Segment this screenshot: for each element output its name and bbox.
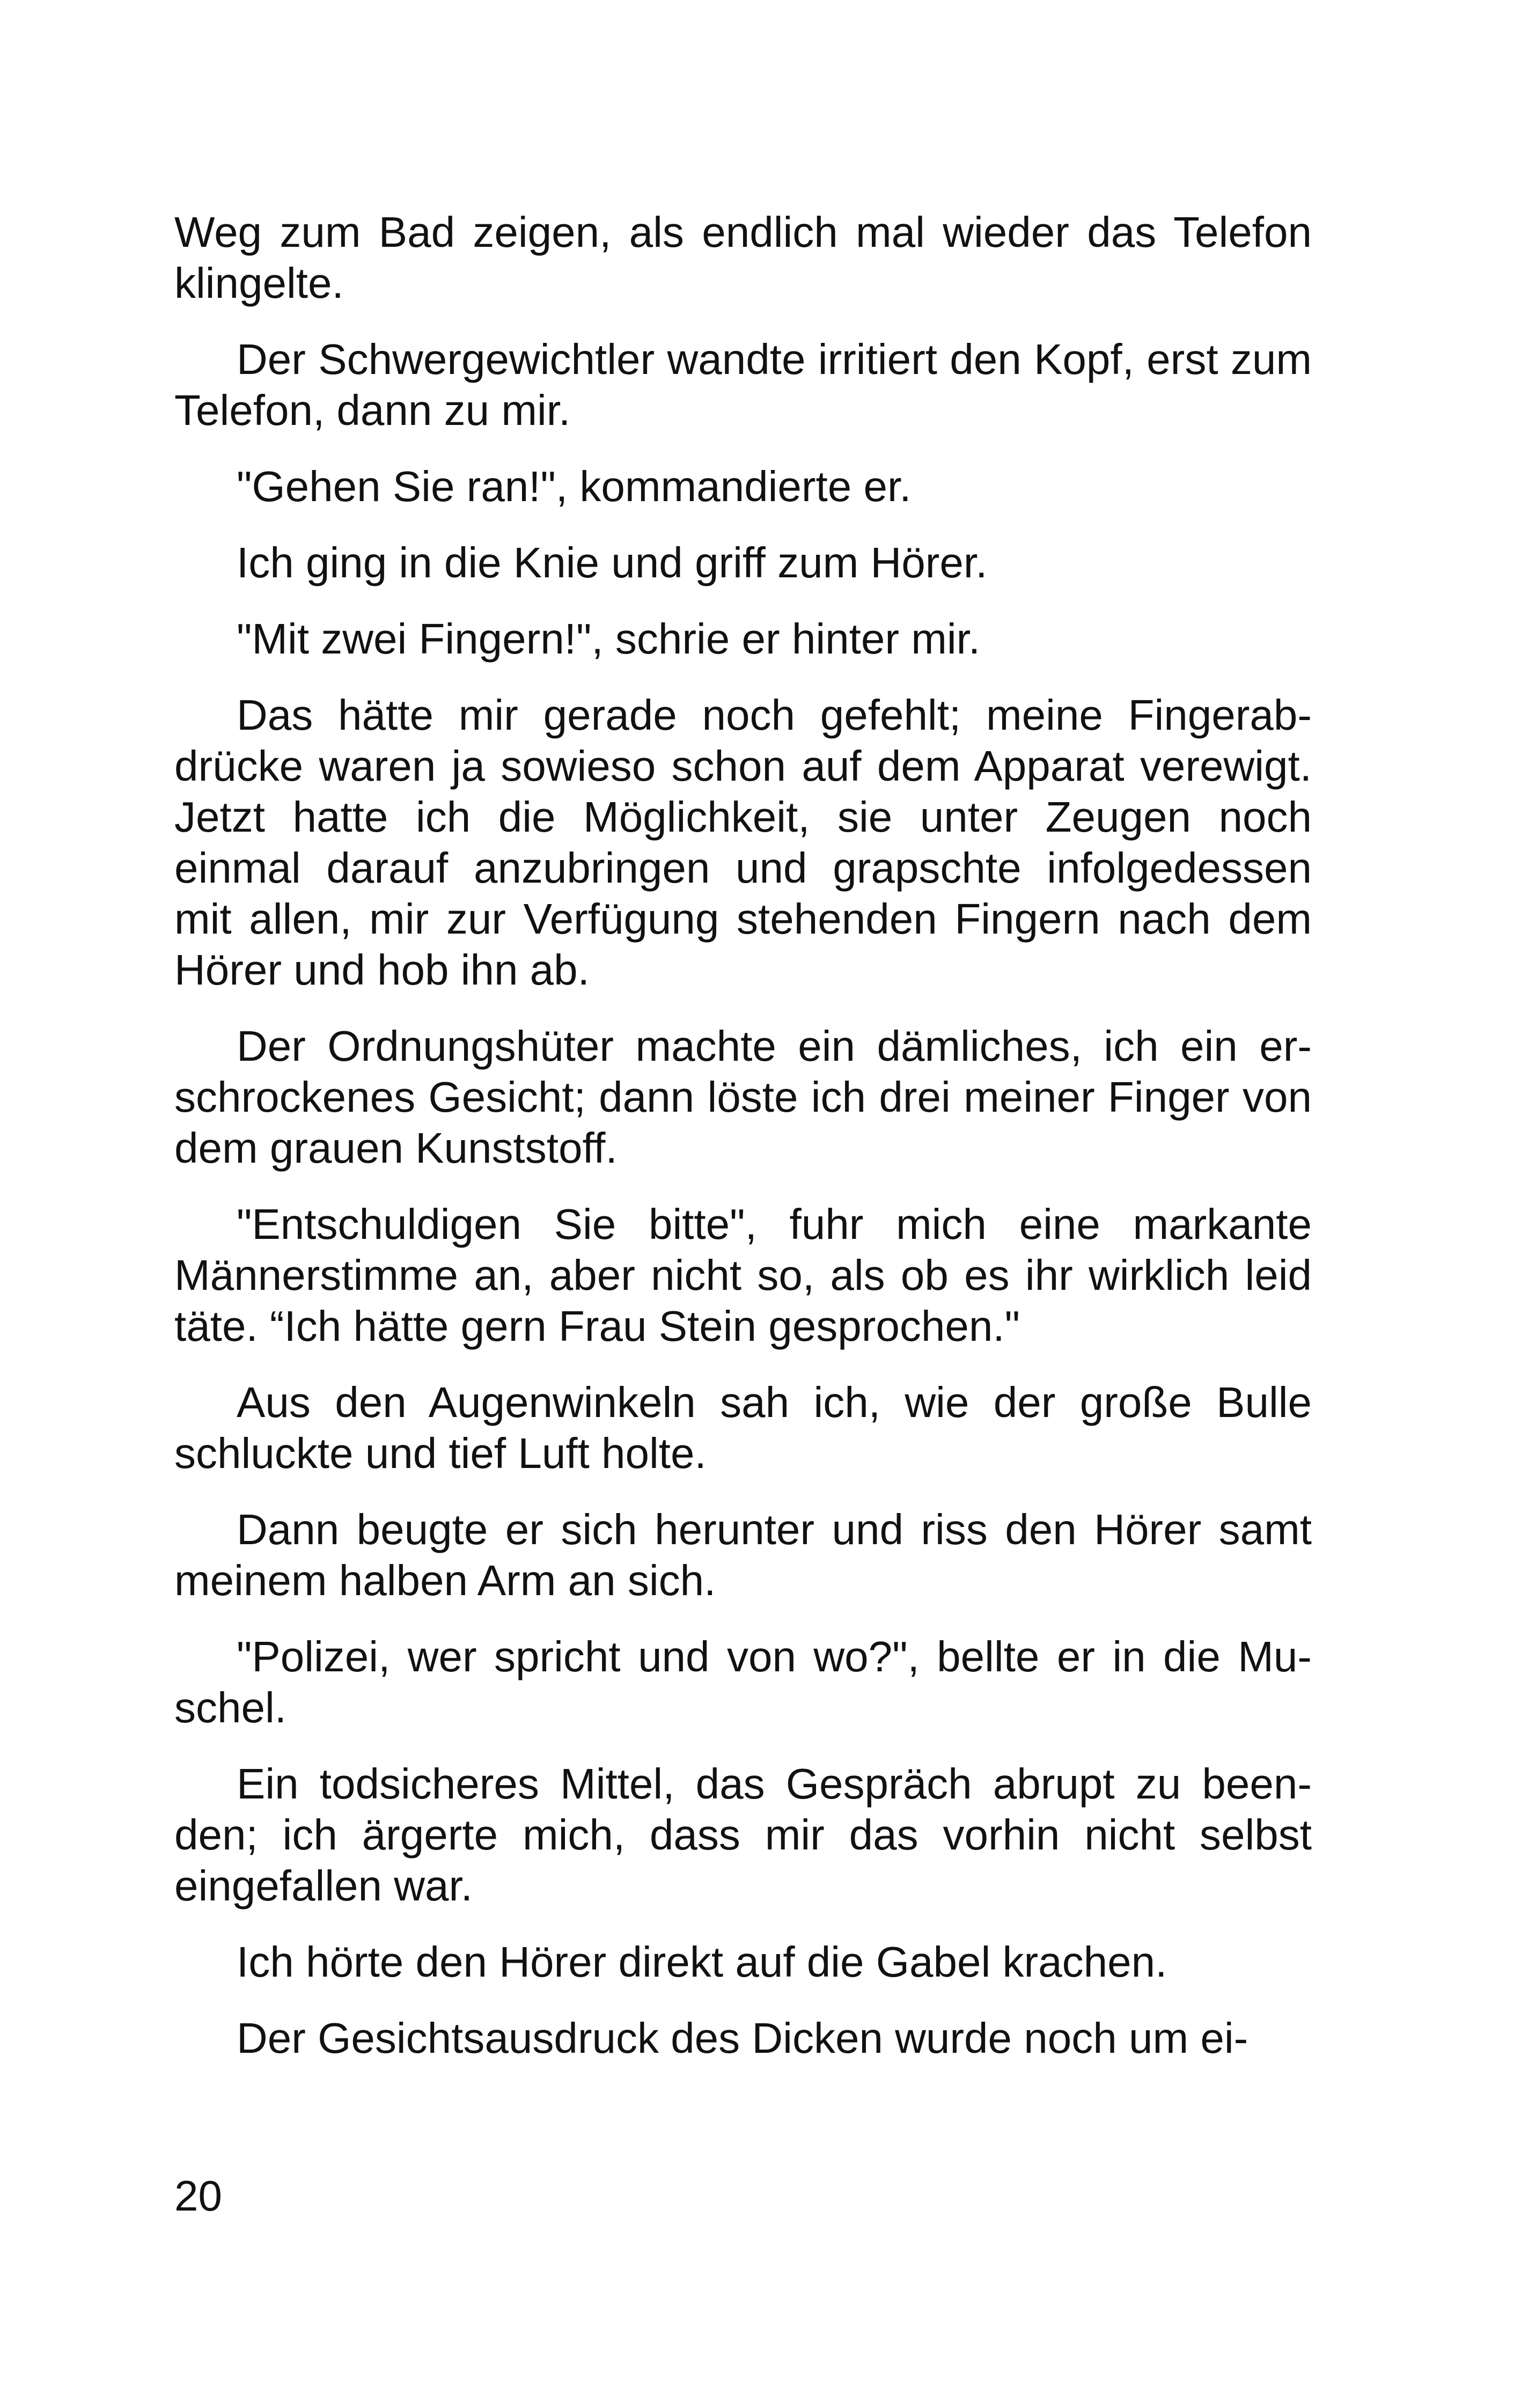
paragraph: Ein todsicheres Mittel, das Gespräch abrupt zu beenden; ich ärgerte mich, dass mir das vorhin nicht selbst eingefallen war. bbox=[174, 1760, 1312, 1910]
paragraph: "Entschuldigen Sie bitte", fuhr mich eine markante Männerstimme an, aber nicht so, als ob es ihr wirklich leid täte. “Ich hätte gern Frau Stein gesprochen." bbox=[174, 1200, 1312, 1350]
paragraph: Der Schwergewichtler wandte irritiert den Kopf, erst zum Telefon, dann zu mir. bbox=[174, 335, 1312, 434]
paragraph: "Mit zwei Fingern!", schrie er hinter mir. bbox=[237, 615, 981, 663]
paragraph: "Polizei, wer spricht und von wo?", bellte er in die Muschel. bbox=[174, 1633, 1312, 1731]
paragraph: Weg zum Bad zeigen, als endlich mal wieder das Telefon klingelte. bbox=[174, 208, 1312, 307]
paragraph: Der Ordnungshüter machte ein dämliches, ich ein erschrockenes Gesicht; dann löste ich drei meiner Finger von dem grauen Kunststoff. bbox=[174, 1022, 1312, 1172]
paragraph: Der Gesichtsausdruck des Dicken wurde noch um ei- bbox=[237, 2014, 1248, 2062]
body-text bbox=[174, 207, 1312, 2089]
paragraph: Das hätte mir gerade noch gefehlt; meine Fingerabdrücke waren ja sowieso schon auf dem Apparat verewigt. Jetzt hatte ich die Möglichkeit, sie unter Zeugen noch einmal darauf anzubringen und grapschte infolgedessen mit allen, mir zur Verfügung stehenden Fingern nach dem Hörer und hob ihn ab. bbox=[174, 691, 1312, 994]
paragraph: Dann beugte er sich herunter und riss den Hörer samt meinem halben Arm an sich. bbox=[174, 1506, 1312, 1604]
paragraph: "Gehen Sie ran!", kommandierte er. bbox=[237, 462, 912, 510]
page-number: 20 bbox=[174, 2172, 222, 2220]
paragraph: Ich hörte den Hörer direkt auf die Gabel krachen. bbox=[237, 1938, 1167, 1986]
paragraph: Aus den Augenwinkeln sah ich, wie der große Bulle schluckte und tief Luft holte. bbox=[174, 1378, 1312, 1477]
paragraph: Ich ging in die Knie und griff zum Hörer. bbox=[237, 539, 988, 586]
